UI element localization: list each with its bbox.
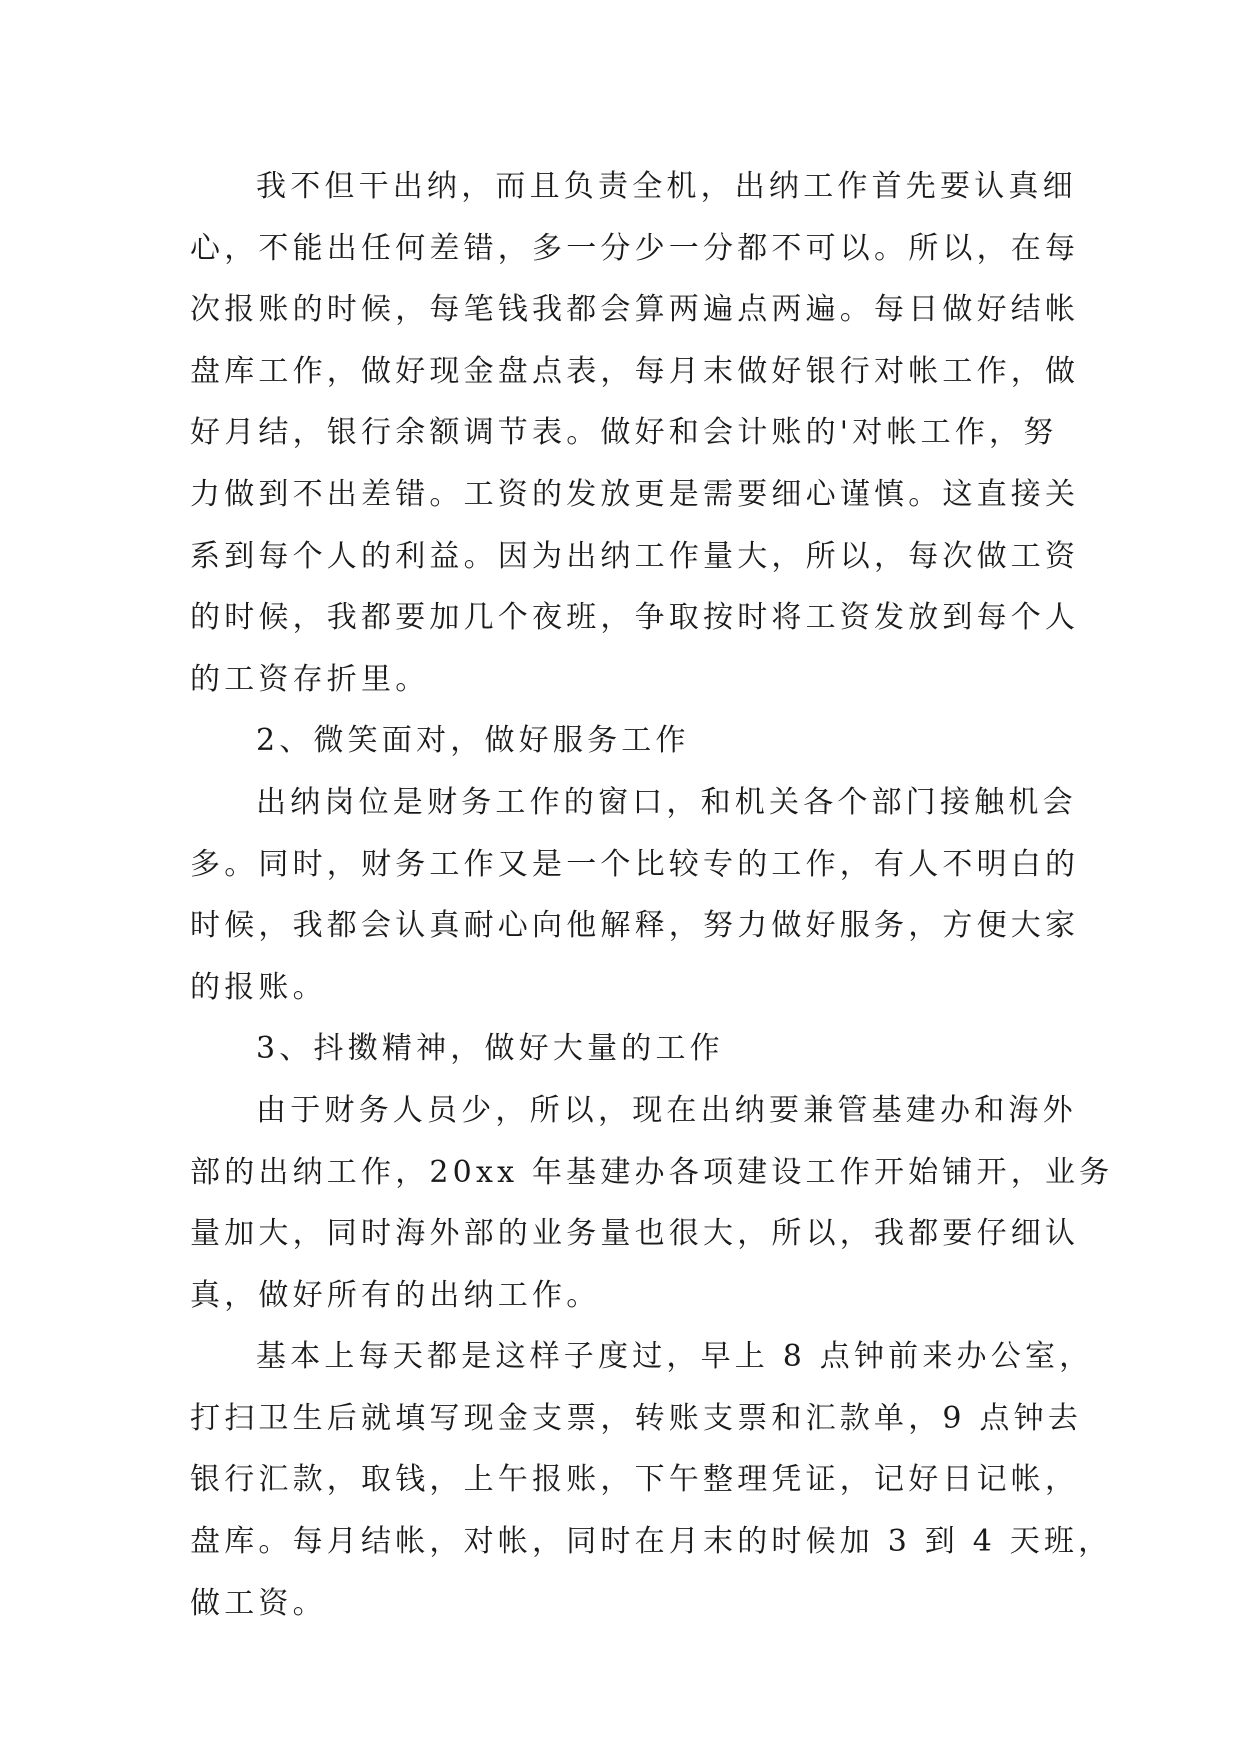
text-line: 时候，我都会认真耐心向他解释，努力做好服务，方便大家	[190, 908, 1080, 944]
text-line: 出纳岗位是财务工作的窗口，和机关各个部门接触机会	[256, 784, 1077, 820]
text-line: 真，做好所有的出纳工作。	[190, 1277, 601, 1313]
section-heading: 2、微笑面对，做好服务工作	[256, 723, 690, 759]
text-line: 盘库工作，做好现金盘点表，每月末做好银行对帐工作，做	[190, 353, 1080, 389]
text-line: 心，不能出任何差错，多一分少一分都不可以。所以，在每	[190, 230, 1080, 266]
text-line: 力做到不出差错。工资的发放更是需要细心谨慎。这直接关	[190, 476, 1080, 512]
text-line: 我不但干出纳，而且负责全机，出纳工作首先要认真细	[256, 169, 1077, 204]
document-body	[190, 156, 1114, 1634]
text-line: 做工资。	[190, 1585, 327, 1621]
text-line: 量加大，同时海外部的业务量也很大，所以，我都要仔细认	[190, 1216, 1080, 1252]
text-line: 银行汇款，取钱，上午报账，下午整理凭证，记好日记帐，	[190, 1462, 1080, 1498]
text-line: 多。同时，财务工作又是一个比较专的工作，有人不明白的	[190, 846, 1080, 882]
text-line: 由于财务人员少，所以，现在出纳要兼管基建办和海外	[256, 1092, 1077, 1128]
text-line: 的工资存折里。	[190, 661, 430, 697]
text-line: 的时候，我都要加几个夜班，争取按时将工资发放到每个人	[190, 600, 1080, 636]
text-line: 盘库。每月结帐，对帐，同时在月末的时候加 3 到 4 天班，	[190, 1524, 1113, 1560]
text-line: 部的出纳工作，20xx 年基建办各项建设工作开始铺开，业务	[190, 1154, 1114, 1190]
text-line: 基本上每天都是这样子度过，早上 8 点钟前来办公室，	[256, 1339, 1094, 1375]
text-line: 好月结，银行余额调节表。做好和会计账的'对帐工作，努	[190, 415, 1058, 451]
text-line: 系到每个人的利益。因为出纳工作量大，所以，每次做工资	[190, 538, 1080, 574]
text-line: 打扫卫生后就填写现金支票，转账支票和汇款单，9 点钟去	[190, 1400, 1083, 1436]
section-heading: 3、抖擞精神，做好大量的工作	[256, 1031, 724, 1067]
text-line: 次报账的时候，每笔钱我都会算两遍点两遍。每日做好结帐	[190, 292, 1080, 328]
text-line: 的报账。	[190, 969, 327, 1005]
